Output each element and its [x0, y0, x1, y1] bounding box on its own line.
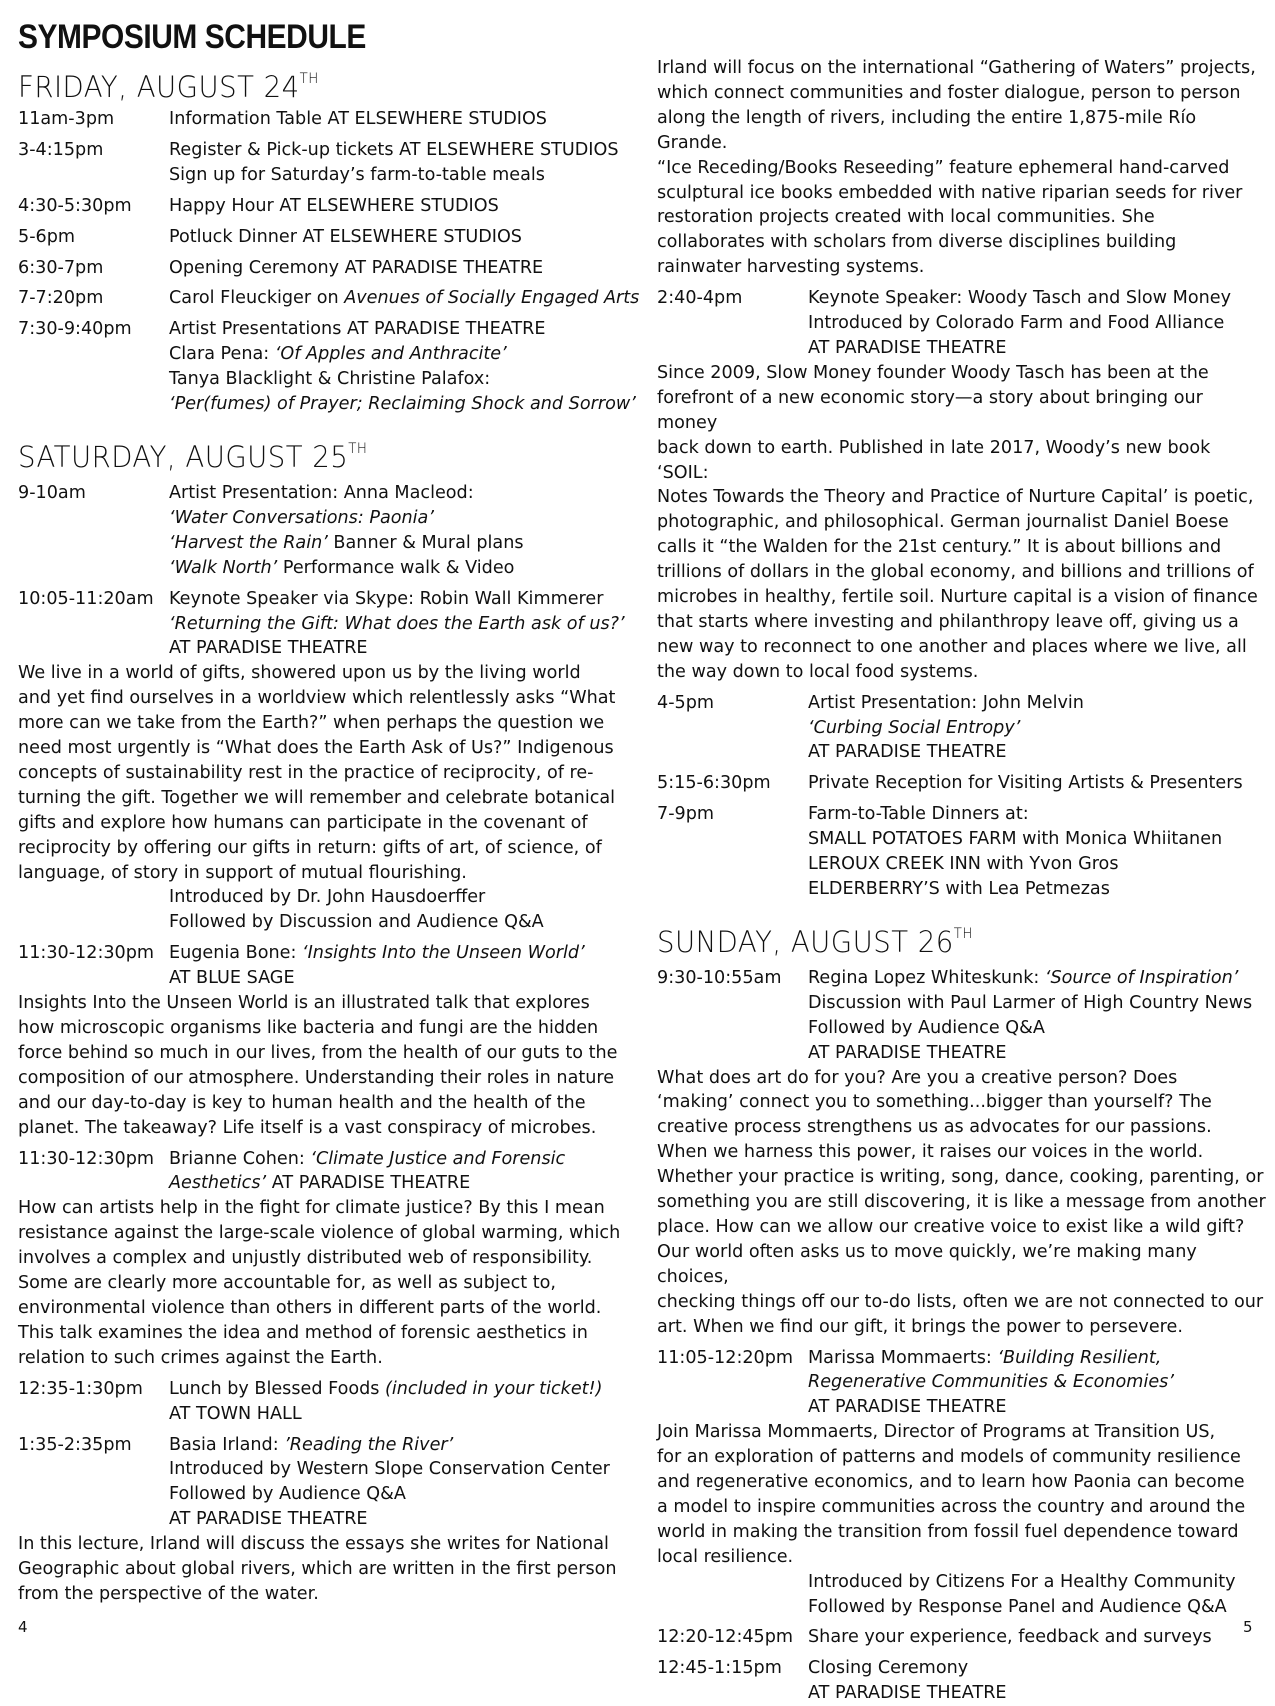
- description-paragraph: Join Marissa Mommaerts, Director of Programs at Transition US, for an exploration of patterns and models of community resilience and regenerative economics, and to learn how Paonia can become a model to inspire communities across the country and around the world in making the transition from fossil fuel dependence toward local resilience.: [657, 1422, 1246, 1567]
- event-row: 12:45-1:15pm Closing Ceremony AT PARADISE THEATRE: [657, 1658, 1007, 1704]
- description-paragraph: What does art do for you? Are you a creative person? Does ‘making’ connect you to something...bigger than yourself? The creative process strengthens us as advocates for our passions. When we harness this power, it raises our voices in the world. Whether your practice is writing, song, dance, cooking, parenting, or something you are still discovering, it is like a message from another place. How can we allow our creative voice to exist like a wild gift? Our world often asks us to move quickly, we’re making many choices, checking things off our to-do lists, often we are not connected to our art. When we find our gift, it brings the power to persevere.: [657, 1067, 1266, 1337]
- event-row: 11:05-12:20pm Marissa Mommaerts: ‘Building Resilient, Regenerative Communities & Economies’ AT PARADISE THEATRE: [657, 1347, 1174, 1418]
- right-column: [657, 56, 1267, 1706]
- friday-heading: FRIDAY, AUGUST 24TH: [18, 70, 319, 104]
- friday-events: [18, 107, 640, 417]
- event-row: 4-5pm Artist Presentation: John Melvin ‘Curbing Social Entropy’ AT PARADISE THEATRE: [657, 692, 1084, 763]
- event-row: 11am-3pm Information Table AT ELSEWHERE STUDIOS: [18, 109, 547, 129]
- event-row: 1:35-2:35pm Basia Irland: ’Reading the River’ Introduced by Western Slope Conservation Center Followed by Audience Q&A AT PARADISE THEATRE: [18, 1434, 610, 1530]
- description-paragraph: In this lecture, Irland will discuss the essays she writes for National Geographic about global rivers, which are written in the first person from the perspective of the water.: [18, 1534, 617, 1604]
- credits: Introduced by Dr. John Hausdoerffer Followed by Discussion and Audience Q&A: [169, 887, 544, 933]
- event-row: 12:20-12:45pm Share your experience, feedback and surveys: [657, 1627, 1212, 1648]
- credits: Introduced by Citizens For a Healthy Community Followed by Response Panel and Audience Q&A: [808, 1571, 1236, 1617]
- description-paragraph: Insights Into the Unseen World is an illustrated talk that explores how microscopic organisms like bacteria and fungi are the hidden force behind so much in our lives, from the health of our guts to the composition of our atmosphere. Understanding their roles in nature and our day-to-day is key to human health and the health of the planet. The takeaway? Life itself is a vast conspiracy of microbes.: [18, 993, 618, 1138]
- event-row: 7-9pm Farm-to-Table Dinners at: SMALL POTATOES FARM with Monica Whiitanen LEROUX CREEK INN with Yvon Gros ELDERBERRY’S with Lea Petmezas: [657, 804, 1223, 899]
- event-row: 2:40-4pm Keynote Speaker: Woody Tasch and Slow Money Introduced by Colorado Farm and Food Alliance AT PARADISE THEATRE: [657, 288, 1231, 358]
- description-paragraph: We live in a world of gifts, showered upon us by the living world and yet find ourselves in a worldview which relentlessly asks “What more can we take from the Earth?” when perhaps the question we need most urgently is “What does the Earth Ask of Us?” Indigenous concepts of sustainability rest in the practice of reciprocity, of re- turning the gift. Together we will remember and celebrate botanical gifts and explore how humans can participate in the covenant of reciprocity by offering our gifts in return: gifts of art, of science, of language, of story in support of mutual flourishing.: [18, 663, 616, 883]
- event-row: 5:15-6:30pm Private Reception for Visiting Artists & Presenters: [657, 773, 1243, 794]
- page-number-right: 5: [1243, 1618, 1253, 1636]
- left-column: [18, 0, 640, 1607]
- page-title: SYMPOSIUM SCHEDULE: [18, 18, 366, 56]
- event-row: 7:30-9:40pm Artist Presentations AT PARADISE THEATRE Clara Pena: ‘Of Apples and Anthracite’ Tanya Blacklight & Christine Palafox: ‘Per(fumes) of Prayer; Reclaiming Shock and Sorrow’: [18, 319, 636, 415]
- event-row: 12:35-1:30pm Lunch by Blessed Foods (included in your ticket!) AT TOWN HALL: [18, 1378, 603, 1424]
- event-row: 7-7:20pm Carol Fleuckiger on Avenues of Socially Engaged Arts: [18, 288, 640, 309]
- saturday-heading: SATURDAY, AUGUST 25TH: [18, 439, 368, 474]
- event-row: 9:30-10:55am Regina Lopez Whiteskunk: ‘Source of Inspiration’ Discussion with Paul Larmer of High Country News Followed by Audience Q&A AT PARADISE THEATRE: [657, 967, 1253, 1063]
- event-row: 10:05-11:20am Keynote Speaker via Skype: Robin Wall Kimmerer ‘Returning the Gift: What does the Earth ask of us?’ AT PARADISE THEATRE: [18, 588, 625, 659]
- description-paragraph: Irland will focus on the international “Gathering of Waters” projects, which connect communities and foster dialogue, person to person along the length of rivers, including the entire 1,875-mile Río Grande. “Ice Receding/Books Reseeding” feature ephemeral hand-carved sculptural ice books embedded with native riparian seeds for river restoration projects created with local communities. She collaborates with scholars from diverse disciplines building rainwater harvesting systems.: [657, 58, 1256, 278]
- description-paragraph: How can artists help in the fight for climate justice? By this I mean resistance against the large-scale violence of global warming, which involves a complex and unjustly distributed web of responsibility. Some are clearly more accountable for, as well as subject to, environmental violence than others in different parts of the world. This talk examines the idea and method of forensic aesthetics in relation to such crimes against the Earth.: [18, 1198, 621, 1368]
- event-row: 6:30-7pm Opening Ceremony AT PARADISE THEATRE: [18, 257, 544, 278]
- event-row: 3-4:15pm Register & Pick-up tickets AT ELSEWHERE STUDIOS Sign up for Saturday’s farm-to-table meals: [18, 139, 619, 185]
- sunday-heading: SUNDAY, AUGUST 26TH: [657, 924, 973, 959]
- event-row: 4:30-5:30pm Happy Hour AT ELSEWHERE STUDIOS: [18, 195, 499, 216]
- event-row: 5-6pm Potluck Dinner AT ELSEWHERE STUDIOS: [18, 226, 522, 247]
- page-number-left: 4: [18, 1618, 28, 1636]
- description-paragraph: Since 2009, Slow Money founder Woody Tasch has been at the forefront of a new economic story—a story about bringing our money back down to earth. Published in late 2017, Woody’s new book ‘SOIL: Notes Towards the Theory and Practice of Nurture Capital’ is poetic, photographic, and philosophical. German journalist Daniel Boese calls it “the Walden for the 21st century.” It is about billions and trillions of dollars in the global economy, and billions and trillions of microbes in healthy, fertile soil. Nurture capital is a vision of finance that starts where investing and philanthropy leave off, giving us a new way to reconnect to one another and places where we live, all the way down to local food systems.: [657, 362, 1258, 682]
- event-row: 11:30-12:30pm Eugenia Bone: ‘Insights Into the Unseen World’ AT BLUE SAGE: [18, 943, 585, 989]
- event-row: 9-10am Artist Presentation: Anna Macleod: ‘Water Conversations: Paonia’ ‘Harvest the Rain’ Banner & Mural plans ‘Walk North’ Performance walk & Video: [18, 482, 524, 578]
- event-row: 11:30-12:30pm Brianne Cohen: ‘Climate Justice and Forensic Aesthetics’ AT PARADISE THEATRE: [18, 1148, 566, 1194]
